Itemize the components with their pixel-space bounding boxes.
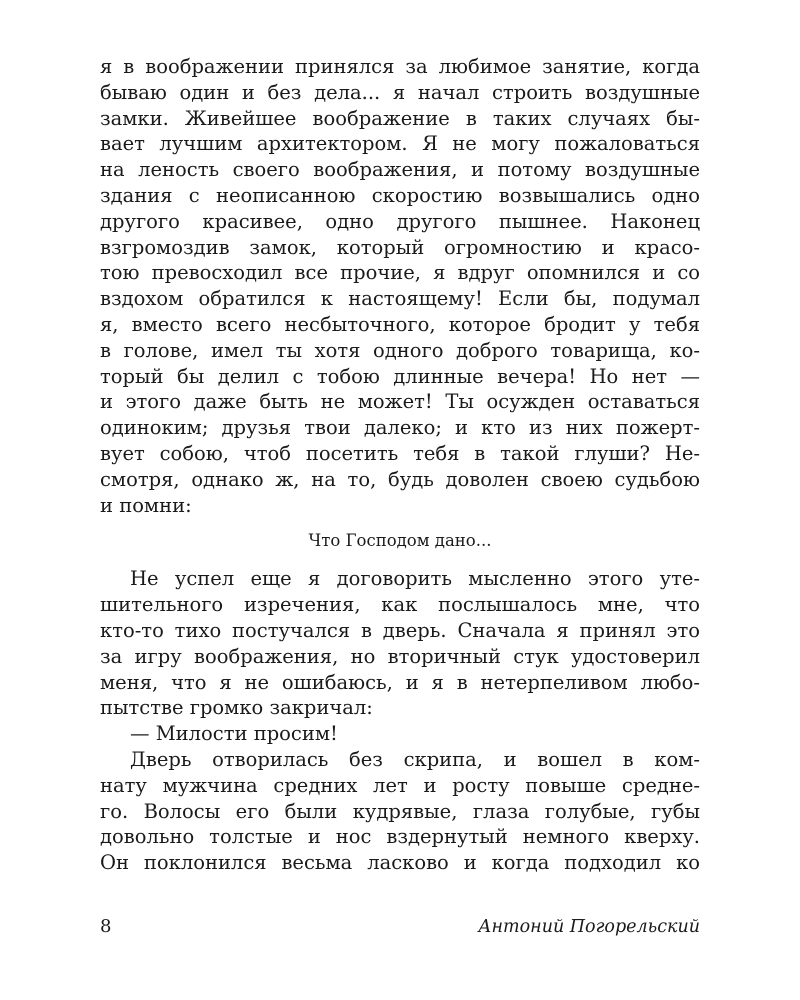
text-line: меня, что я не ошибаюсь, и я в нетерпеливом любо-: [100, 670, 700, 694]
text-line: торый бы делил с тобою длинные вечера! Но нет —: [100, 364, 700, 388]
page-footer: [100, 915, 700, 939]
text-line: кто-то тихо постучался в дверь. Сначала я принял это: [100, 618, 700, 642]
text-line: в голове, имел ты хотя одного доброго товарища, ко-: [100, 338, 700, 362]
text-line: вает лучшим архитектором. Я не могу пожаловаться: [100, 132, 700, 156]
text-line: здания с неописанною скоростию возвышались одно: [100, 183, 700, 207]
paragraph-1: [100, 54, 700, 518]
text-line: го. Волосы его были кудрявые, глаза голубые, губы: [100, 799, 700, 823]
text-line: нату мужчина средних лет и росту повыше средне-: [100, 773, 700, 797]
book-page-text: [100, 54, 700, 876]
text-line: я, вместо всего несбыточного, которое бродит у тебя: [100, 312, 700, 336]
text-line: взгромоздив замок, который огромностию и красо-: [100, 235, 700, 259]
text-line: Дверь отворилась без скрипа, и вошел в ком-: [130, 747, 700, 771]
text-line: на леность своего воображения, и потому воздушные: [100, 158, 700, 182]
text-line: одиноким; друзья твои далеко; и кто из них пожерт-: [100, 416, 700, 440]
text-line: за игру воображения, но вторичный стук удостоверил: [100, 644, 700, 668]
text-line: бываю один и без дела... я начал строить воздушные: [100, 80, 700, 104]
page-number: 8: [100, 916, 112, 937]
dialogue-line: — Милости просим!: [130, 722, 338, 746]
text-line: и помни:: [100, 493, 192, 517]
running-footer-author: Антоний Погорельский: [478, 917, 700, 937]
text-line: вует собою, чтоб посетить тебя в такой глуши? Не-: [100, 441, 700, 465]
text-line: замки. Живейшее воображение в таких случаях бы-: [100, 106, 700, 130]
text-line: пытстве громко закричал:: [100, 696, 373, 720]
paragraph-2: [100, 566, 700, 721]
paragraph-3: [100, 747, 700, 876]
text-line: я в воображении принялся за любимое занятие, когда: [100, 55, 700, 78]
text-line: вздохом обратился к настоящему! Если бы, подумал: [100, 287, 700, 311]
text-line: Он поклонился весьма ласково и когда подходил ко: [100, 851, 700, 875]
text-line: другого красивее, одно другого пышнее. Наконец: [100, 209, 700, 233]
text-line: шительного изречения, как послышалось мне, что: [100, 593, 700, 617]
epigraph-quote: Что Господом дано...: [308, 531, 492, 551]
text-line: Не успел еще я договорить мысленно этого уте-: [130, 567, 700, 591]
text-line: довольно толстые и нос вздернутый немного кверху.: [100, 825, 700, 849]
text-line: смотря, однако ж, на то, будь доволен своею судьбою: [100, 467, 700, 491]
text-line: и этого даже быть не может! Ты осужден оставаться: [100, 390, 700, 414]
text-line: тою превосходил все прочие, я вдруг опомнился и со: [100, 261, 700, 285]
